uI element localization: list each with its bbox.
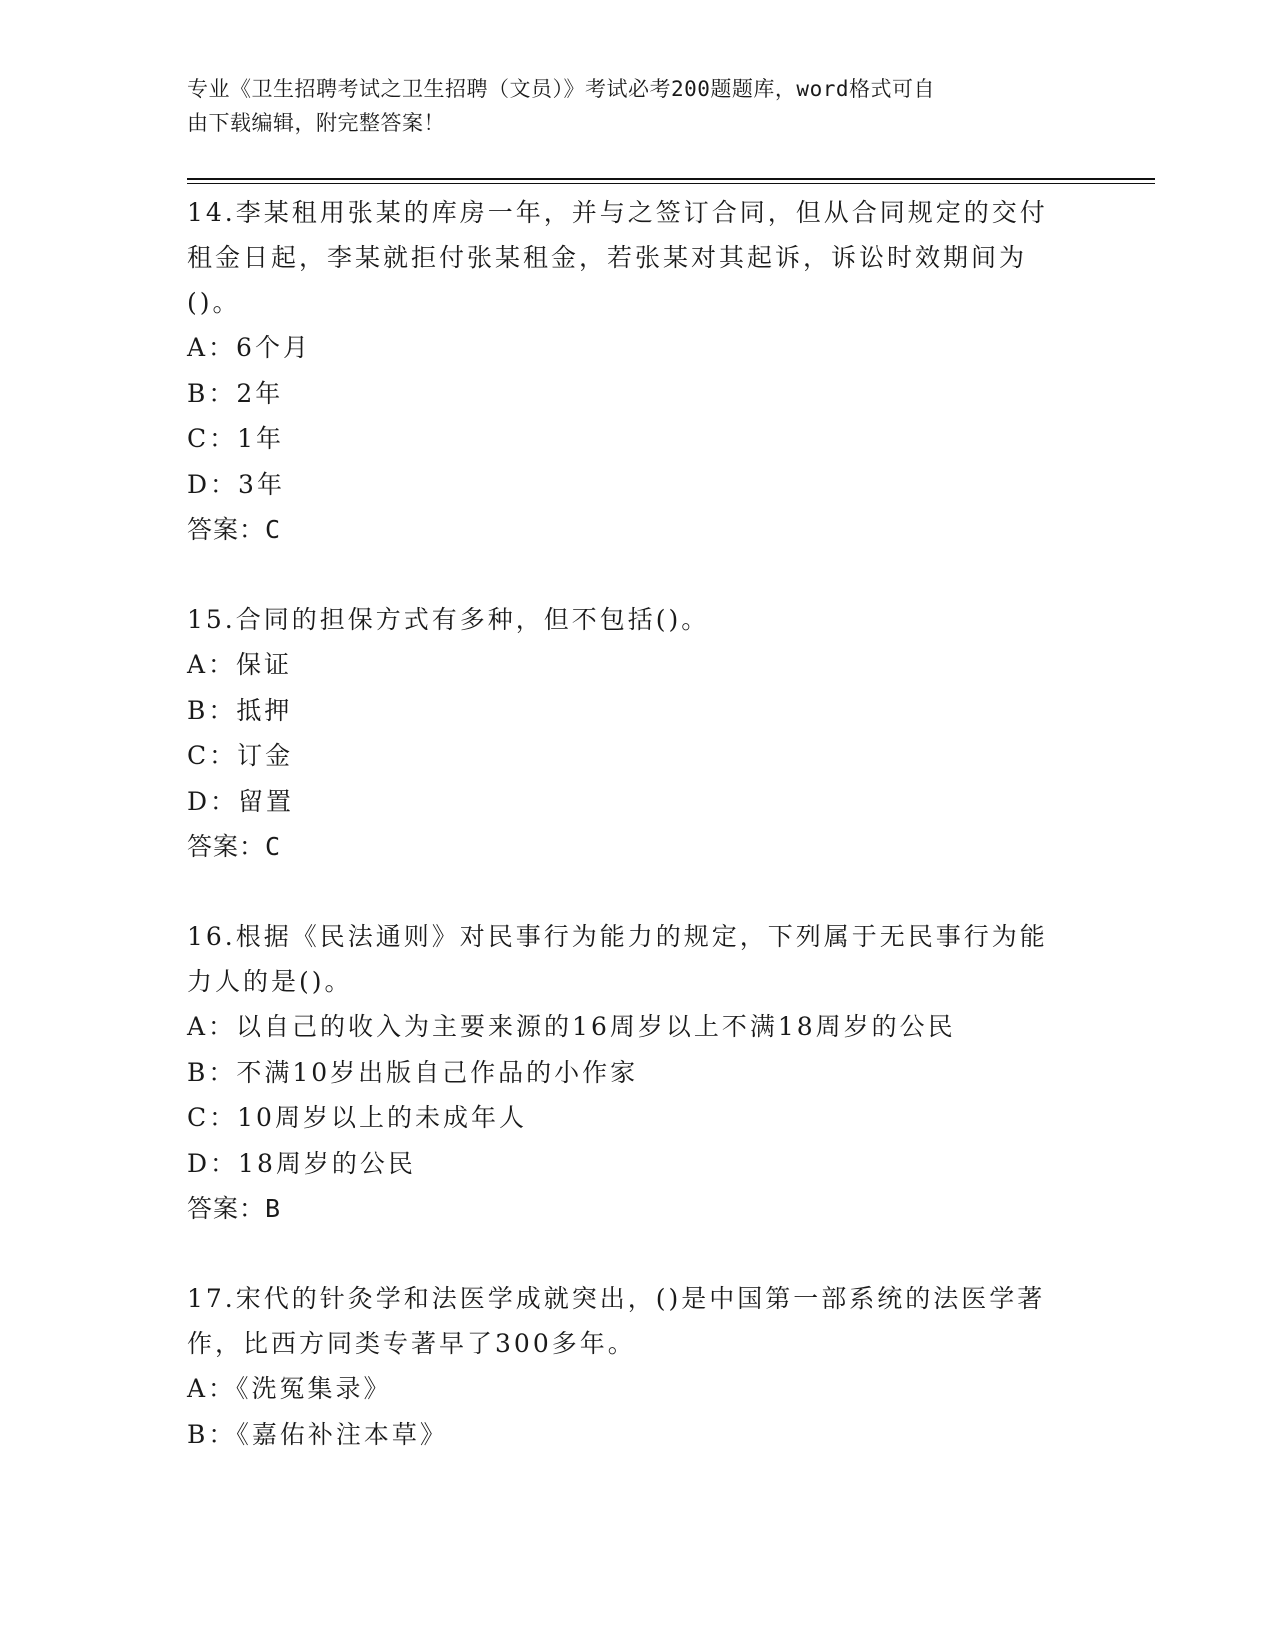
header-line-1: 专业《卫生招聘考试之卫生招聘（文员）》考试必考200题题库，word格式可自 xyxy=(187,77,935,101)
question-15 xyxy=(187,597,1087,870)
spacer xyxy=(187,1232,1087,1276)
answer-line xyxy=(187,507,1087,553)
stem-line: 作，比西方同类专著早了300多年。 xyxy=(187,1329,636,1358)
option-b: B：《嘉佑补注本草》 xyxy=(187,1419,448,1449)
option-c: C：订金 xyxy=(187,741,294,770)
option-c: C：10周岁以上的未成年人 xyxy=(187,1103,527,1132)
answer-label: 答案： xyxy=(187,832,266,861)
option-d: D：留置 xyxy=(187,786,295,816)
question-14 xyxy=(187,190,1087,553)
option-b: B：2年 xyxy=(187,378,284,408)
answer-label: 答案： xyxy=(187,1194,266,1223)
spacer xyxy=(187,870,1087,914)
stem-line: 16.根据《民法通则》对民事行为能力的规定，下列属于无民事行为能 xyxy=(187,922,1048,951)
answer-value: C xyxy=(265,832,282,861)
question-17 xyxy=(187,1276,1087,1457)
answer-line xyxy=(187,824,1087,870)
answer-line xyxy=(187,1186,1087,1232)
question-stem xyxy=(187,190,1087,325)
stem-line: 14.李某租用张某的库房一年，并与之签订合同，但从合同规定的交付 xyxy=(187,198,1048,227)
question-stem xyxy=(187,1276,1087,1366)
question-stem xyxy=(187,914,1087,1004)
stem-line: ()。 xyxy=(187,288,241,317)
answer-value: C xyxy=(265,515,282,544)
question-16 xyxy=(187,914,1087,1232)
stem-line: 15.合同的担保方式有多种，但不包括()。 xyxy=(187,605,710,634)
stem-line: 力人的是()。 xyxy=(187,967,353,996)
answer-label: 答案： xyxy=(187,515,266,544)
question-list xyxy=(187,190,1087,1457)
header-divider-thick xyxy=(187,178,1155,180)
document-header xyxy=(187,72,1067,140)
option-a: A：以自己的收入为主要来源的16周岁以上不满18周岁的公民 xyxy=(187,1012,956,1041)
option-a: A：《洗冤集录》 xyxy=(187,1374,392,1403)
option-c: C：1年 xyxy=(187,424,285,453)
option-b: B：抵押 xyxy=(187,695,293,725)
question-stem xyxy=(187,597,1087,642)
option-d: D：18周岁的公民 xyxy=(187,1148,416,1178)
option-a: A：保证 xyxy=(187,650,293,679)
option-a: A：6个月 xyxy=(187,333,311,362)
spacer xyxy=(187,553,1087,597)
option-d: D：3年 xyxy=(187,469,285,499)
answer-value: B xyxy=(265,1194,282,1223)
option-b: B：不满10岁出版自己作品的小作家 xyxy=(187,1057,639,1087)
header-line-2: 由下载编辑，附完整答案！ xyxy=(187,111,445,135)
header-divider-thin xyxy=(187,183,1155,184)
stem-line: 租金日起，李某就拒付张某租金，若张某对其起诉，诉讼时效期间为 xyxy=(187,243,1028,272)
stem-line: 17.宋代的针灸学和法医学成就突出，()是中国第一部系统的法医学著 xyxy=(187,1284,1046,1313)
